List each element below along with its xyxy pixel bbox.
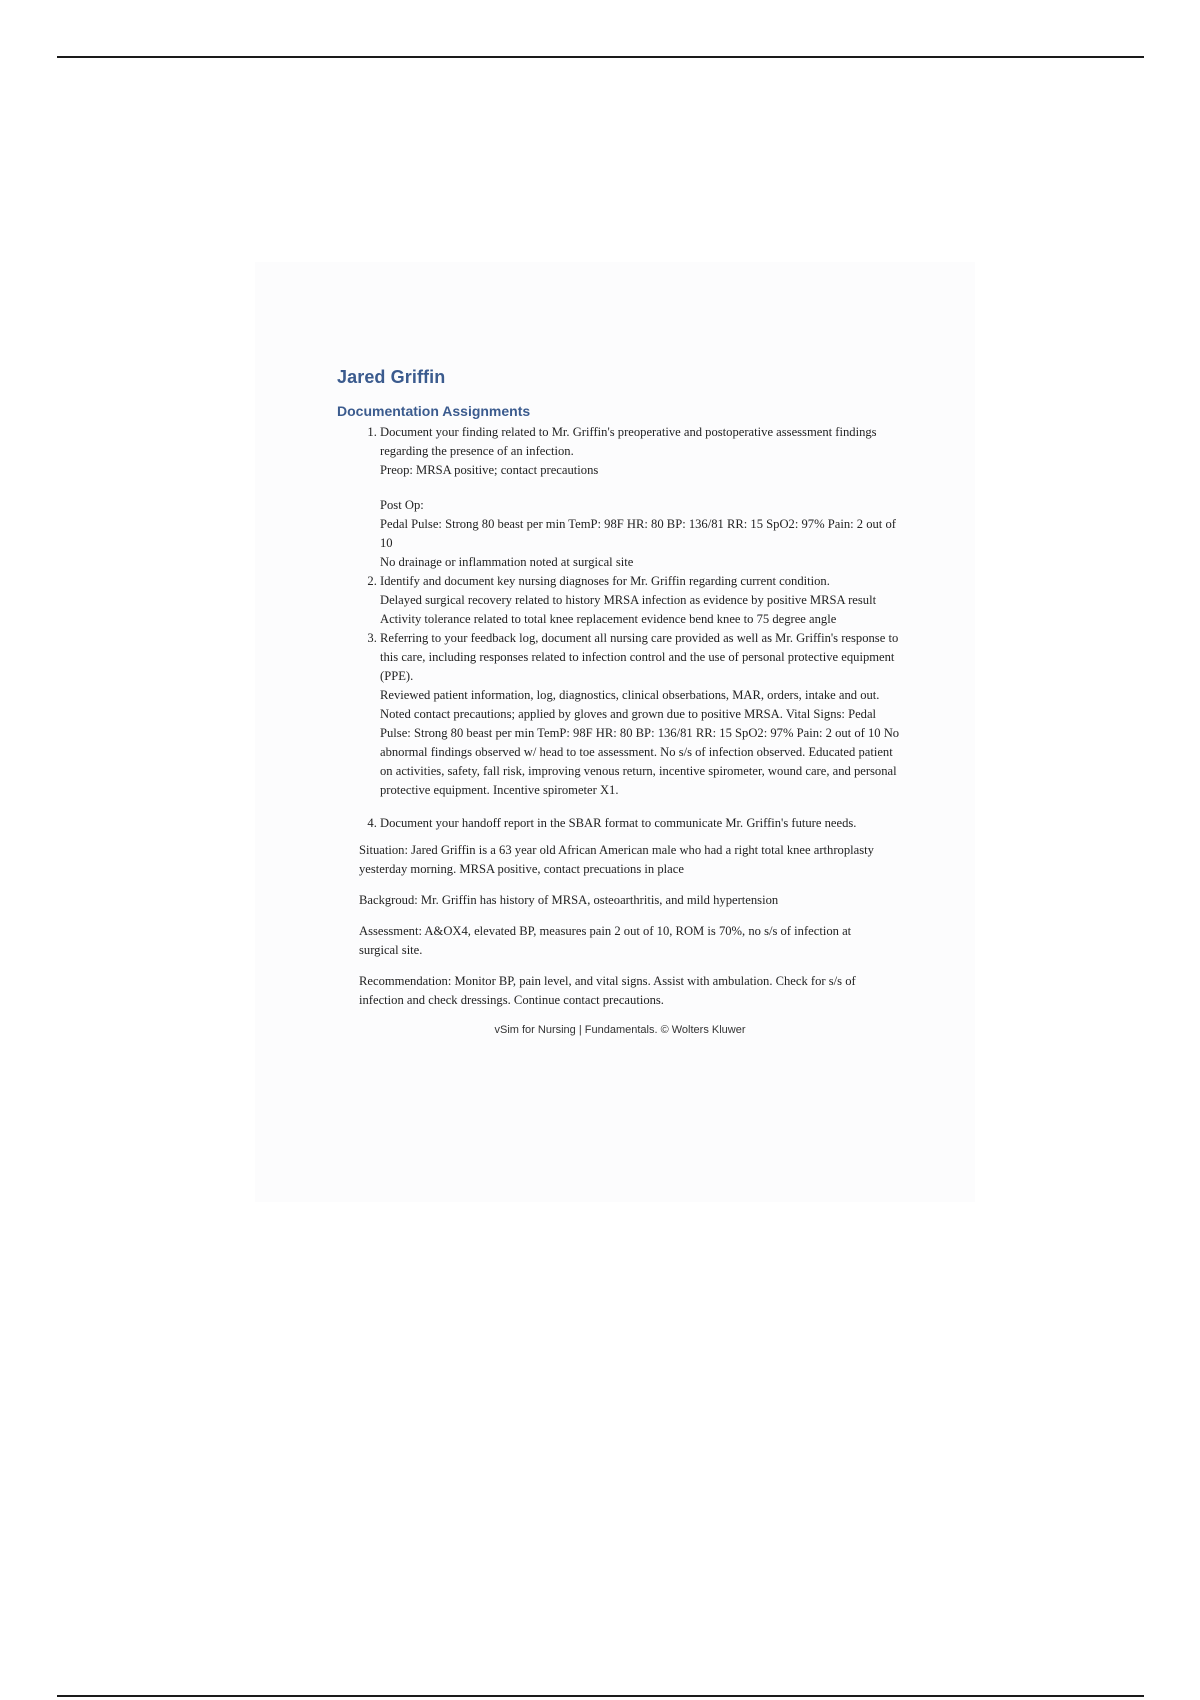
list-item [380,629,903,800]
bottom-rule [57,1695,1144,1697]
list-item [380,814,903,833]
sbar-assessment: Assessment: A&OX4, elevated BP, measures pain 2 out of 10, ROM is 70%, no s/s of infection at surgical site. [359,924,852,957]
postop-vitals: Pedal Pulse: Strong 80 beast per min TemP: 98F HR: 80 BP: 136/81 RR: 15 SpO2: 97% Pain: 2 out of 10 [380,517,896,550]
nursing-diagnosis: Delayed surgical recovery related to history MRSA infection as evidence by positive MRSA result [380,593,877,607]
item-prompt: 4. Document your handoff report in the SBAR format to communicate Mr. Griffin's future needs. [380,816,857,830]
preop-note: Preop: MRSA positive; contact precautions [380,463,599,477]
sbar-background: Backgroud: Mr. Griffin has history of MRSA, osteoarthritis, and mild hypertension [359,893,779,907]
postop-label: Post Op: [380,498,424,512]
nursing-diagnosis: Activity tolerance related to total knee replacement evidence bend knee to 75 degree angle [380,612,837,626]
item-prompt: 1. Document your finding related to Mr. Griffin's preoperative and postoperative assessment findings regarding the presence of an infection. [380,425,877,458]
sbar-recommendation: Recommendation: Monitor BP, pain level, and vital signs. Assist with ambulation. Check for s/s of infection and check dressings. Continue contact precautions. [359,974,856,1007]
document-page [255,262,975,1202]
sbar-report [359,841,889,1010]
postop-site: No drainage or inflammation noted at surgical site [380,555,634,569]
sbar-situation: Situation: Jared Griffin is a 63 year old African American male who had a right total knee arthroplasty yesterday morning. MRSA positive, contact precuations in place [359,843,874,876]
list-item [380,423,903,572]
care-response: Reviewed patient information, log, diagnostics, clinical obserbations, MAR, orders, intake and out. Noted contact precautions; applied by gloves and grown due to positive MRSA. Vital Signs: Pedal Pulse: Strong 80 beast per min TemP: 98F HR: 80 BP: 136/81 RR: 15 SpO2: 97% Pain: 2 out of 10 No abnormal findings observed w/ head to toe assessment. No s/s of infection observed. Educated patient on activities, safety, fall risk, improving venous return, incentive spirometer, wound care, and personal protective equipment. Incentive spirometer X1. [380,688,900,797]
assignment-list [337,423,903,833]
item-prompt: 3. Referring to your feedback log, document all nursing care provided as well as Mr. Griffin's response to this care, including responses related to infection control and the use of personal protective equipment (PPE). [380,631,899,683]
page-title: Jared Griffin [337,367,446,387]
item-prompt: 2. Identify and document key nursing diagnoses for Mr. Griffin regarding current condition. [380,574,830,588]
document-content [337,367,903,1036]
top-rule [57,56,1144,58]
list-item [380,572,903,629]
section-heading: Documentation Assignments [337,403,531,419]
page-footer: vSim for Nursing | Fundamentals. © Wolters Kluwer [494,1024,746,1036]
